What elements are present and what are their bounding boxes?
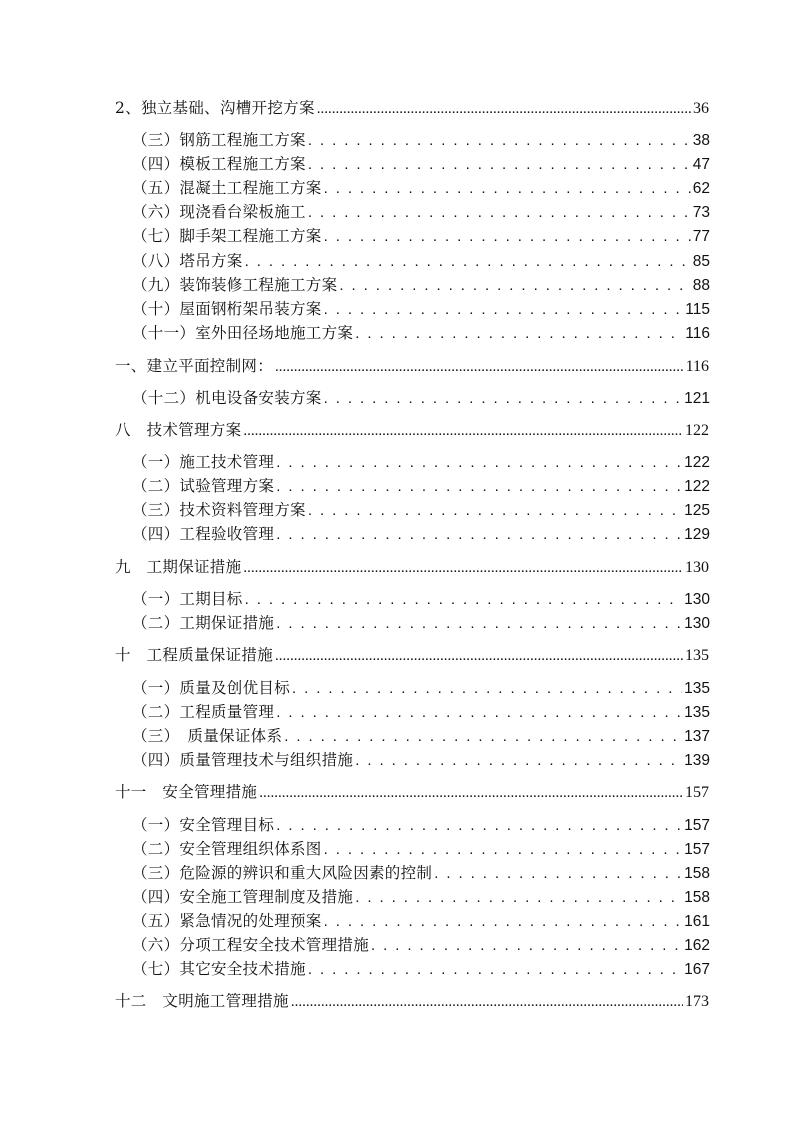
toc-entry[interactable]	[115, 354, 709, 378]
toc-entry-label: （六）分项工程安全技术管理措施	[132, 936, 370, 954]
toc-entry-label: （二）试验管理方案	[132, 477, 275, 495]
toc-entry-page: 167	[684, 961, 710, 978]
toc-entry-label: （一）安全管理目标	[132, 816, 275, 834]
dot-leader	[243, 419, 683, 443]
toc-entry-page: 158	[684, 865, 710, 882]
toc-entry[interactable]	[132, 249, 710, 273]
toc-entry[interactable]	[132, 861, 710, 885]
toc-entry[interactable]	[132, 474, 710, 498]
dot-leader	[317, 97, 691, 121]
toc-entry[interactable]	[132, 611, 710, 635]
dot-leader	[276, 475, 682, 499]
dot-leader	[339, 274, 690, 298]
toc-entry-label: （八）塔吊方案	[132, 252, 243, 270]
toc-entry-page: 122	[684, 478, 710, 495]
dot-leader	[308, 153, 691, 177]
toc-entry-page: 85	[692, 253, 710, 270]
toc-entry-label: 2、独立基础、沟槽开挖方案	[115, 99, 315, 117]
toc-entry-label: （三） 质量保证体系	[132, 727, 283, 745]
toc-entry[interactable]	[115, 555, 709, 579]
toc-entry-page: 135	[684, 704, 710, 721]
toc-entry-label: （一）质量及创优目标	[132, 679, 291, 697]
dot-leader	[355, 749, 682, 773]
dot-leader	[355, 886, 682, 910]
dot-leader	[259, 781, 683, 805]
toc-entry[interactable]	[132, 587, 710, 611]
toc-entry-label: （七）脚手架工程施工方案	[132, 227, 322, 245]
toc-entry-label: （七）其它安全技术措施	[132, 960, 306, 978]
toc-entry-label: 九 工期保证措施	[115, 558, 242, 576]
toc-entry-page: 88	[692, 277, 710, 294]
toc-entry[interactable]	[132, 676, 710, 700]
toc-entry-label: （五）混凝土工程施工方案	[132, 179, 322, 197]
dot-leader	[245, 588, 683, 612]
toc-entry-label: （二）工期保证措施	[132, 614, 275, 632]
toc-entry[interactable]	[132, 498, 710, 522]
toc-entry[interactable]	[132, 152, 710, 176]
toc-entry[interactable]	[132, 724, 710, 748]
toc-entry[interactable]	[132, 957, 710, 981]
toc-entry-page: 161	[684, 913, 710, 930]
toc-entry-label: （十一）室外田径场地施工方案	[132, 324, 354, 342]
dot-leader	[324, 838, 683, 862]
toc-entry-page: 47	[692, 156, 710, 173]
toc-entry-page: 130	[684, 591, 710, 608]
toc-entry[interactable]	[132, 700, 710, 724]
toc-entry[interactable]	[115, 989, 709, 1013]
toc-entry-label: （十）屋面钢桁架吊装方案	[132, 300, 322, 318]
toc-entry-page: 125	[684, 502, 710, 519]
dot-leader	[243, 556, 683, 580]
dot-leader	[275, 644, 683, 668]
dot-leader	[371, 934, 682, 958]
toc-entry[interactable]	[132, 813, 710, 837]
toc-entry-page: 73	[692, 204, 710, 221]
toc-entry[interactable]	[132, 837, 710, 861]
dot-leader	[355, 322, 683, 346]
toc-entry-page: 116	[685, 325, 710, 342]
toc-entry-page: 139	[684, 752, 710, 769]
dot-leader	[324, 298, 684, 322]
dot-leader	[275, 355, 684, 379]
toc-entry[interactable]	[132, 522, 710, 546]
toc-entry-page: 36	[693, 100, 709, 117]
dot-leader	[308, 958, 682, 982]
toc-entry-label: （三）技术资料管理方案	[132, 501, 306, 519]
dot-leader	[308, 499, 682, 523]
toc-entry-label: （二）安全管理组织体系图	[132, 840, 322, 858]
toc-entry-label: 十二 文明施工管理措施	[115, 992, 289, 1010]
toc-entry-label: （五）紧急情况的处理预案	[132, 912, 322, 930]
toc-entry-page: 38	[692, 132, 710, 149]
toc-entry-page: 135	[685, 647, 709, 664]
dot-leader	[308, 129, 691, 153]
toc-entry-label: （十二）机电设备安装方案	[132, 389, 322, 407]
toc-entry-page: 116	[685, 358, 709, 375]
toc-entry-page: 122	[685, 422, 709, 439]
toc-entry[interactable]	[115, 418, 709, 442]
toc-entry-label: （四）模板工程施工方案	[132, 155, 306, 173]
toc-entry-page: 158	[684, 889, 710, 906]
toc-entry-label: （九）装饰装修工程施工方案	[132, 276, 338, 294]
toc-entry-page: 115	[685, 301, 710, 318]
toc-entry[interactable]	[115, 780, 709, 804]
dot-leader	[324, 387, 683, 411]
toc-entry-label: （一）工期目标	[132, 590, 243, 608]
toc-entry-label: （四）质量管理技术与组织措施	[132, 751, 354, 769]
toc-entry[interactable]	[132, 176, 710, 200]
toc-entry-page: 157	[684, 841, 710, 858]
toc-entry-label: （一）施工技术管理	[132, 453, 275, 471]
dot-leader	[245, 250, 691, 274]
toc-entry-label: 八 技术管理方案	[115, 421, 242, 439]
toc-entry-page: 157	[685, 784, 709, 801]
toc-entry-page: 122	[684, 454, 710, 471]
toc-entry-label: （三）危险源的辨识和重大风险因素的控制	[132, 864, 433, 882]
dot-leader	[324, 225, 691, 249]
dot-leader	[324, 910, 683, 934]
toc-entry[interactable]	[132, 450, 710, 474]
toc-entry-page: 130	[684, 615, 710, 632]
toc-entry-page: 135	[684, 680, 710, 697]
dot-leader	[434, 862, 682, 886]
toc-entry[interactable]	[132, 909, 710, 933]
dot-leader	[276, 701, 682, 725]
dot-leader	[292, 677, 682, 701]
toc-entry-page: 121	[684, 390, 710, 407]
dot-leader	[276, 814, 682, 838]
toc-entry-label: （二）工程质量管理	[132, 703, 275, 721]
toc-entry-label: 十 工程质量保证措施	[115, 646, 274, 664]
dot-leader	[276, 612, 682, 636]
toc-entry[interactable]	[132, 200, 710, 224]
toc-entry-label: （三）钢筋工程施工方案	[132, 131, 306, 149]
toc-entry[interactable]	[132, 933, 710, 957]
toc-entry-label: 十一 安全管理措施	[115, 783, 258, 801]
toc-entry-label: （四）安全施工管理制度及措施	[132, 888, 354, 906]
toc-entry-page: 130	[685, 559, 709, 576]
toc-entry[interactable]	[132, 273, 710, 297]
toc-entry[interactable]	[115, 96, 709, 120]
toc-entry[interactable]	[132, 386, 710, 410]
toc-entry[interactable]	[132, 297, 710, 321]
dot-leader	[276, 451, 682, 475]
dot-leader	[276, 523, 682, 547]
toc-entry[interactable]	[132, 321, 710, 345]
toc-entry-page: 157	[684, 817, 710, 834]
toc-entry[interactable]	[132, 224, 710, 248]
toc-entry-page: 129	[684, 526, 710, 543]
toc-entry-label: 一、建立平面控制网：	[115, 357, 274, 375]
toc-entry-label: （六）现浇看台梁板施工	[132, 203, 306, 221]
toc-entry-page: 162	[684, 937, 710, 954]
toc-entry[interactable]	[115, 643, 709, 667]
dot-leader	[308, 201, 691, 225]
dot-leader	[324, 177, 691, 201]
toc-entry-page: 137	[684, 728, 710, 745]
toc-entry-page: 62	[692, 180, 710, 197]
dot-leader	[291, 990, 683, 1014]
toc-entry-page: 77	[692, 228, 710, 245]
dot-leader	[284, 725, 682, 749]
toc-entry[interactable]	[132, 885, 710, 909]
toc-entry[interactable]	[132, 128, 710, 152]
toc-entry-page: 173	[685, 993, 709, 1010]
toc-entry-label: （四）工程验收管理	[132, 525, 275, 543]
toc-entry[interactable]	[132, 748, 710, 772]
